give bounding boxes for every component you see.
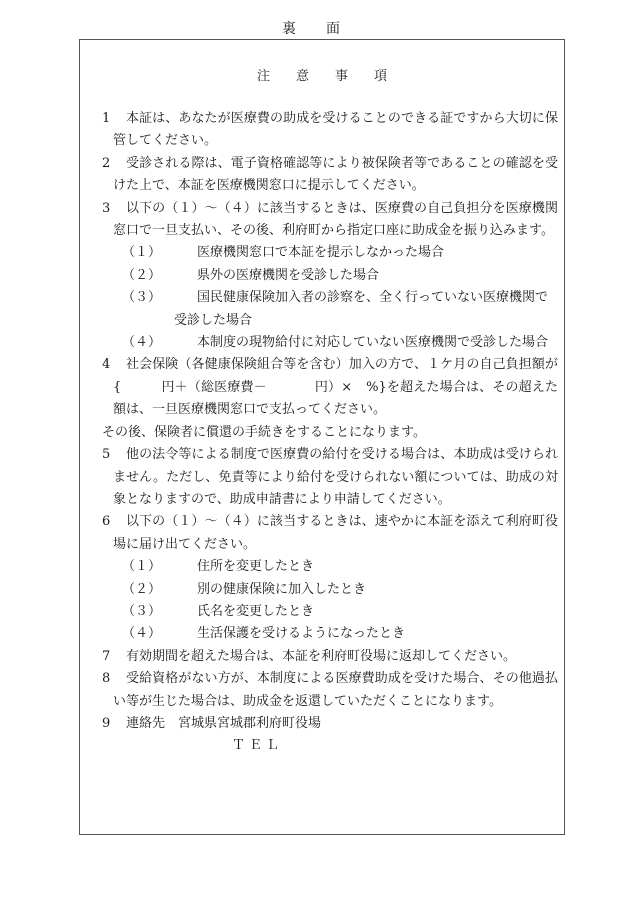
item-number: 4 bbox=[102, 357, 111, 373]
notice-item-5 bbox=[102, 444, 558, 511]
subitem-number: （４） bbox=[122, 626, 162, 642]
subitem-number: （４） bbox=[122, 335, 162, 351]
notice-list bbox=[102, 108, 558, 758]
item-text: 本証は、あなたが医療費の助成を受けることのできる証ですから大切に保管してください。 bbox=[113, 111, 558, 149]
subitem-6-4 bbox=[122, 623, 558, 645]
subitem-text: 本制度の現物給付に対応していない医療機関で受診した場合 bbox=[197, 335, 549, 351]
notice-item-7 bbox=[102, 646, 558, 668]
item-text: 以下の（１）～（４）に該当するときは、医療費の自己負担分を医療機関窓口で一旦支払い、その後、利府町から指定口座に助成金を振り込みます。 bbox=[113, 200, 558, 239]
item-4-text-part-2: 円＋（総医療費－ bbox=[161, 379, 267, 395]
item-number: 2 bbox=[102, 155, 111, 171]
subitem-text: 国民健康保険加入者の診察を、全く行っていない医療機関で受診した場合 bbox=[174, 290, 549, 328]
notice-item-2 bbox=[102, 153, 558, 198]
item-number: 1 bbox=[102, 111, 111, 126]
subitem-6-3 bbox=[122, 601, 558, 623]
item-text: 以下の（１）～（４）に該当するときは、速やかに本証を添えて利府町役場に届け出てください。 bbox=[113, 514, 558, 552]
notice-item-1 bbox=[102, 108, 558, 153]
subitem-number: （１） bbox=[122, 245, 162, 261]
subitem-number: （３） bbox=[122, 290, 162, 306]
item-number: 6 bbox=[102, 514, 111, 530]
subitem-6-2 bbox=[122, 579, 558, 601]
notice-item-9 bbox=[102, 713, 558, 735]
subitem-number: （２） bbox=[122, 581, 162, 597]
subitem-text: 住所を変更したとき bbox=[197, 559, 315, 575]
subitem-text: 生活保護を受けるようになったとき bbox=[197, 626, 406, 642]
subitem-3-4 bbox=[122, 332, 558, 354]
subitem-number: （２） bbox=[122, 267, 162, 283]
item-text: 有効期間を超えた場合は、本証を利府町役場に返却してください。 bbox=[126, 648, 517, 664]
item-number: 3 bbox=[102, 200, 111, 216]
subitem-text: 県外の医療機関を受診した場合 bbox=[197, 267, 380, 283]
contact-text: 連絡先 宮城県宮城郡利府町役場 bbox=[126, 715, 322, 731]
item-4-text-part-1: 社会保険（各健康保険組合等を含む）加入の方で、１ケ月の自己負担額が{ bbox=[113, 357, 558, 395]
subitem-text: 氏名を変更したとき bbox=[197, 603, 315, 619]
item-number: 9 bbox=[102, 715, 111, 731]
item-number: 5 bbox=[102, 447, 111, 463]
subitem-3-3 bbox=[122, 287, 558, 332]
subitem-3-2 bbox=[122, 265, 558, 287]
notice-item-8 bbox=[102, 668, 558, 713]
subitem-number: （１） bbox=[122, 559, 162, 575]
contact-tel: ＴＥＬ bbox=[232, 738, 284, 754]
item-text bbox=[113, 354, 558, 421]
page-side-label: 裏 面 bbox=[282, 21, 348, 37]
item-4-text-part-3: 円）× bbox=[314, 379, 353, 395]
item-4-text-part-4: %}を超えた場合は、その超えた額は、一旦医療機関窓口で支払ってください。 bbox=[113, 379, 558, 418]
subitem-3-1 bbox=[122, 242, 558, 264]
notice-title: 注意事項 bbox=[256, 69, 413, 84]
item-4-followup: その後、保険者に償還の手続きをすることになります。 bbox=[102, 424, 426, 440]
subitem-number: （３） bbox=[122, 603, 162, 619]
subitem-6-1 bbox=[122, 556, 558, 578]
notice-item-4 bbox=[102, 354, 558, 421]
notice-item-3 bbox=[102, 198, 558, 243]
notice-item-6 bbox=[102, 511, 558, 556]
subitem-text: 医療機関窓口で本証を提示しなかった場合 bbox=[197, 245, 445, 261]
item-text: 受給資格がない方が、本制度による医療費助成を受けた場合、その他過払い等が生じた場合は、助成金を返還していただくことになります。 bbox=[113, 671, 558, 709]
item-text: 受診される際は、電子資格確認等により被保険者等であることの確認を受けた上で、本証を医療機関窓口に提示してください。 bbox=[113, 155, 558, 194]
item-number: 8 bbox=[102, 671, 111, 687]
item-text: 他の法令等による制度で医療費の給付を受ける場合は、本助成は受けられません。ただし、免責等により給付を受けられない額については、助成の対象となりますので、助成申請書により申請してください。 bbox=[113, 447, 558, 507]
subitem-text: 別の健康保険に加入したとき bbox=[197, 581, 367, 597]
item-number: 7 bbox=[102, 648, 111, 664]
